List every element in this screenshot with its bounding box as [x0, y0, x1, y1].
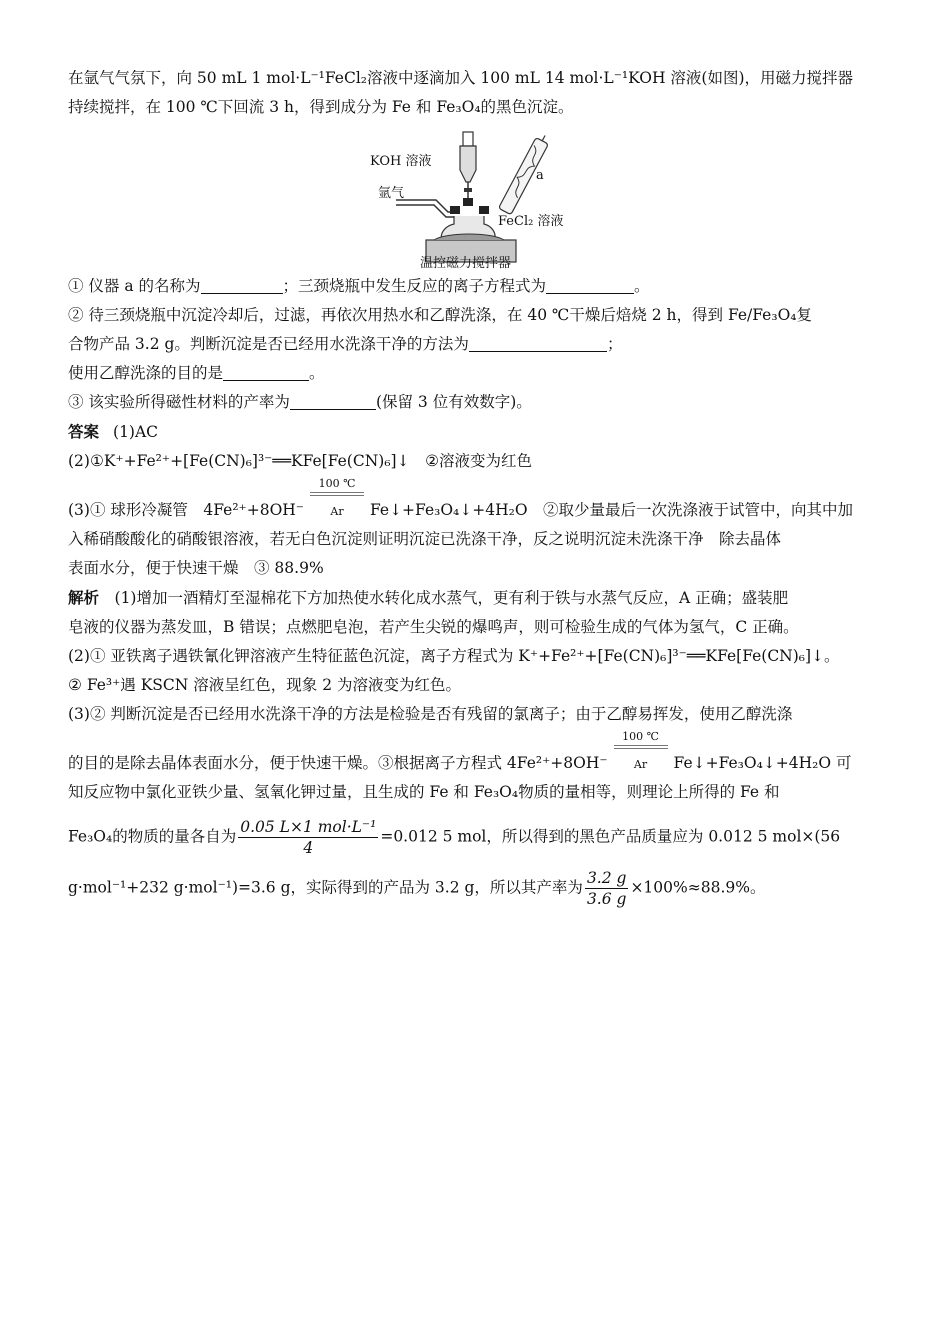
fraction-numerator: 3.2 g — [586, 869, 627, 887]
answer-3-equation-right: Fe↓+Fe₃O₄↓+4H₂O ②取少量最后一次洗涤液于试管中，向其中加 — [369, 501, 854, 519]
analysis-line-1 — [68, 583, 883, 613]
fecl2-solution-label: FeCl₂ 溶液 — [498, 214, 564, 229]
document-page — [68, 64, 883, 909]
analysis-line-9 — [68, 868, 883, 909]
analysis-line-8 — [68, 817, 883, 858]
koh-solution-label: KOH 溶液 — [370, 154, 432, 169]
fraction-denominator: 4 — [303, 839, 314, 857]
apparatus-figure — [370, 128, 616, 271]
analysis-moles-text: Fe₃O₄的物质的量各自为 — [68, 827, 237, 846]
question-2-text-d: 使用乙醇洗涤的目的是 — [68, 364, 224, 382]
answer-blank — [223, 362, 309, 381]
condition-atmosphere: Ar — [330, 505, 344, 518]
answer-label: 答案 — [68, 422, 100, 441]
analysis-mass-text: =0.012 5 mol，所以得到的黑色产品质量应为 0.012 5 mol×(56 — [380, 827, 841, 846]
condition-atmosphere-2: Ar — [633, 758, 648, 771]
question-1-text-a: ① 仪器 a 的名称为 — [68, 277, 201, 295]
analysis-yield-result: ×100%≈88.9%。 — [630, 878, 766, 897]
intro-line-1: 在氩气气氛下，向 50 mL 1 mol·L⁻¹FeCl₂溶液中逐滴加入 100 mL 14 mol·L⁻¹KOH 溶液(如图)，用磁力搅拌器 — [68, 69, 854, 87]
analysis-line-7: 知反应物中氯化亚铁少量、氢氧化钾过量，且生成的 Fe 和 Fe₃O₄物质的量相等，则理论上所得的 Fe 和 — [68, 783, 780, 801]
instrument-a-label: a — [536, 168, 544, 183]
question-2-text-e: 。 — [309, 364, 325, 382]
question-2-line-3 — [68, 359, 883, 388]
analysis-line-6 — [68, 730, 883, 778]
apparatus-drawing — [376, 128, 616, 268]
answer-heading-line — [68, 417, 883, 447]
yield-fraction — [585, 868, 629, 909]
question-1-text-b: ；三颈烧瓶中发生反应的离子方程式为 — [282, 277, 547, 295]
question-3 — [68, 388, 883, 417]
analysis-label: 解析 — [68, 588, 100, 607]
answer-2: (2)①K⁺+Fe²⁺+[Fe(CN)₆]³⁻══KFe[Fe(CN)₆]↓ ②溶液变为红色 — [68, 452, 532, 470]
question-3-text-a: ③ 该实验所得磁性材料的产率为 — [68, 393, 290, 411]
answer-3-line-3: 表面水分，便于快速干燥 ③ 88.9% — [68, 559, 324, 577]
analysis-part-1a: (1)增加一酒精灯至湿棉花下方加热使水转化成水蒸气，更有利于铁与水蒸气反应，A 正确；盛装肥 — [99, 589, 789, 607]
analysis-line-5: (3)② 判断沉淀是否已经用水洗涤干净的方法是检验是否有残留的氯离子；由于乙醇易挥发，使用乙醇洗涤 — [68, 705, 793, 723]
question-2-line-2 — [68, 330, 883, 359]
analysis-yield-text: g·mol⁻¹+232 g·mol⁻¹)=3.6 g，实际得到的产品为 3.2 g，所以其产率为 — [68, 878, 583, 897]
analysis-line-4: ② Fe³⁺遇 KSCN 溶液呈红色，现象 2 为溶液变为红色。 — [68, 676, 461, 694]
fraction-denominator: 3.6 g — [586, 890, 627, 908]
intro-line-2: 持续搅拌，在 100 ℃下回流 3 h，得到成分为 Fe 和 Fe₃O₄的黑色沉淀。 — [68, 98, 574, 116]
analysis-equation-right: Fe↓+Fe₃O₄↓+4H₂O 可 — [673, 754, 852, 772]
analysis-line-2: 皂液的仪器为蒸发皿，B 错误；点燃肥皂泡，若产生尖锐的爆鸣声，则可检验生成的气体为氢气，C 正确。 — [68, 618, 799, 636]
question-1-text-c: 。 — [634, 277, 650, 295]
question-3-text-b: (保留 3 位有效数字)。 — [375, 393, 532, 411]
reaction-condition-2 — [612, 730, 670, 775]
answer-blank — [290, 391, 376, 410]
analysis-line-3: (2)① 亚铁离子遇铁氰化钾溶液产生特征蓝色沉淀，离子方程式为 K⁺+Fe²⁺+[Fe(CN)₆]³⁻══KFe[Fe(CN)₆]↓。 — [68, 647, 840, 665]
analysis-equation-left: 的目的是除去晶体表面水分，便于快速干燥。③根据离子方程式 4Fe²⁺+8OH⁻ — [68, 754, 608, 772]
answer-1: (1)AC — [113, 423, 159, 441]
argon-label: 氩气 — [378, 186, 405, 201]
moles-fraction — [238, 817, 378, 858]
question-2-line-1: ② 待三颈烧瓶中沉淀冷却后，过滤，再依次用热水和乙醇洗涤，在 40 ℃干燥后焙烧 2 h，得到 Fe/Fe₃O₄复 — [68, 306, 812, 324]
condition-temperature: 100 ℃ — [318, 477, 356, 490]
question-2-text-b: 合物产品 3.2 g。判断沉淀是否已经用水洗涤干净的方法为 — [68, 335, 469, 353]
figure-caption: 温控磁力搅拌器 — [420, 256, 512, 271]
answer-3-line-2: 入稀硝酸酸化的硝酸银溶液，若无白色沉淀则证明沉淀已洗涤干净，反之说明沉淀未洗涤干净 除去晶体 — [68, 530, 782, 548]
condition-temperature-2: 100 ℃ — [622, 730, 659, 743]
fraction-numerator: 0.05 L×1 mol·L⁻¹ — [240, 818, 377, 836]
reaction-condition — [308, 477, 366, 522]
answer-3-line-1 — [68, 477, 883, 525]
question-2-text-c: ； — [606, 335, 623, 353]
answer-blank — [546, 275, 634, 294]
answer-blank — [469, 333, 607, 352]
answer-blank — [201, 275, 283, 294]
answer-3-equation-left: (3)① 球形冷凝管 4Fe²⁺+8OH⁻ — [68, 501, 304, 519]
question-1 — [68, 272, 883, 301]
